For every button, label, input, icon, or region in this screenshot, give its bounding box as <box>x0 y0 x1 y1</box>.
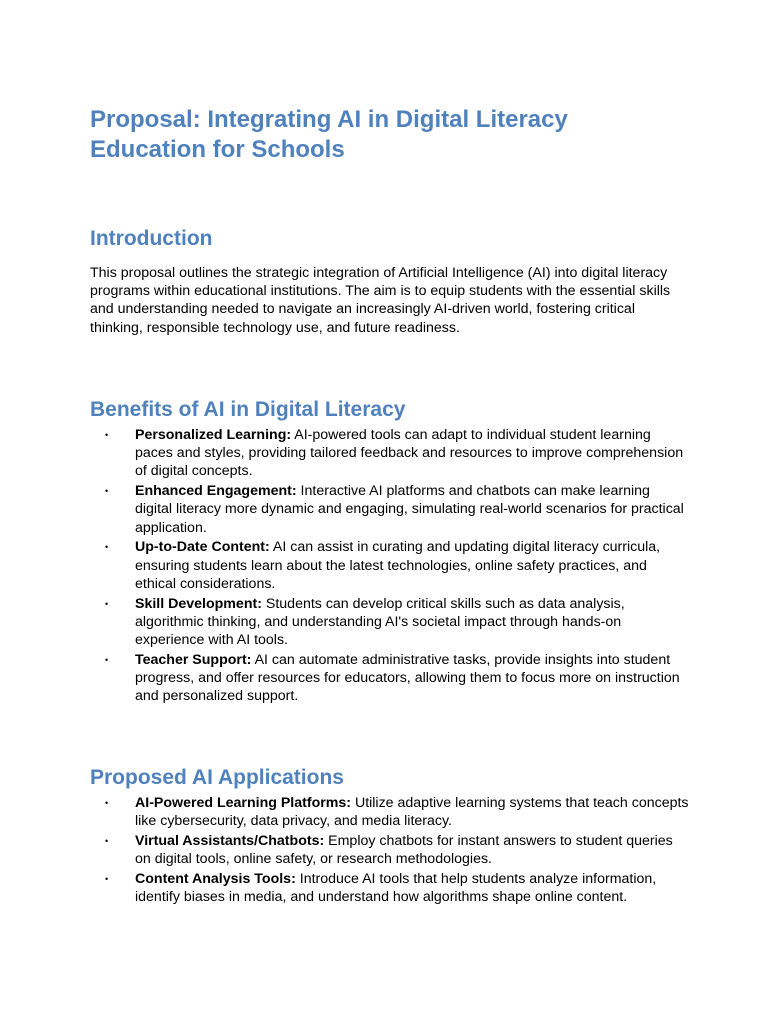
application-lead: Virtual Assistants/Chatbots: <box>135 833 325 849</box>
benefit-item-enhanced-engagement <box>90 482 690 537</box>
benefits-heading: Benefits of AI in Digital Literacy <box>90 398 406 421</box>
benefit-lead: Teacher Support: <box>135 651 252 668</box>
benefits-list <box>90 426 690 707</box>
application-lead: AI-Powered Learning Platforms: <box>135 795 351 811</box>
application-item-content-analysis <box>90 870 690 906</box>
bullet-icon: • <box>105 486 109 497</box>
bullet-icon: • <box>105 874 109 884</box>
benefit-text: Interactive AI platforms and chatbots can make learning digital literacy more dynamic and engaging, simulating real-world scenarios for practical application. <box>135 483 684 536</box>
application-text: Introduce AI tools that help students analyze information, identify biases in media, and understand how algorithms shape online content. <box>135 871 657 906</box>
benefit-item-up-to-date-content <box>90 538 690 593</box>
application-lead: Content Analysis Tools: <box>135 871 296 887</box>
application-text: Utilize adaptive learning systems that teach concepts like cybersecurity, data privacy, and media literacy. <box>135 795 689 830</box>
benefit-text: AI can assist in curating and updating digital literacy curricula, ensuring students learn about the latest technologies, online safety practices, and ethical considerations. <box>135 539 661 592</box>
benefit-lead: Enhanced Engagement: <box>135 483 297 500</box>
applications-heading: Proposed AI Applications <box>90 766 344 789</box>
page-title: Proposal: Integrating AI in Digital Literacy Education for Schools <box>90 106 568 163</box>
benefit-lead: Skill Development: <box>135 595 262 612</box>
benefit-lead: Personalized Learning: <box>135 427 292 443</box>
bullet-icon: • <box>105 598 109 609</box>
applications-list <box>90 794 690 908</box>
bullet-icon: • <box>105 542 109 553</box>
benefit-text: AI can automate administrative tasks, provide insights into student progress, and offer resources for educators, allowing them to focus more on instruction and personalized support. <box>135 651 680 705</box>
benefit-lead: Up-to-Date Content: <box>135 539 270 556</box>
bullet-icon: • <box>105 798 109 808</box>
benefit-item-teacher-support <box>90 651 690 706</box>
application-text: Employ chatbots for instant answers to student queries on digital tools, online safety, or research methodologies. <box>135 833 673 868</box>
bullet-icon: • <box>105 430 109 440</box>
introduction-paragraph: This proposal outlines the strategic integration of Artificial Intelligence (AI) into digital literacy programs within educational institutions. The aim is to equip students with the essential skills and understanding needed to navigate an increasingly AI-driven world, fostering critical thinking, responsible technology use, and future readiness. <box>90 265 671 336</box>
application-item-learning-platforms <box>90 794 690 830</box>
bullet-icon: • <box>105 836 109 846</box>
introduction-heading: Introduction <box>90 227 213 250</box>
application-item-virtual-assistants <box>90 832 690 868</box>
benefit-text: AI-powered tools can adapt to individual student learning paces and styles, providing tailored feedback and resources to improve comprehension of digital concepts. <box>135 427 684 480</box>
benefit-item-personalized-learning <box>90 426 690 481</box>
benefit-item-skill-development <box>90 595 690 650</box>
bullet-icon: • <box>105 654 109 665</box>
benefit-text: Students can develop critical skills such as data analysis, algorithmic thinking, and understanding AI's societal impact through hands-on experience with AI tools. <box>135 595 625 649</box>
